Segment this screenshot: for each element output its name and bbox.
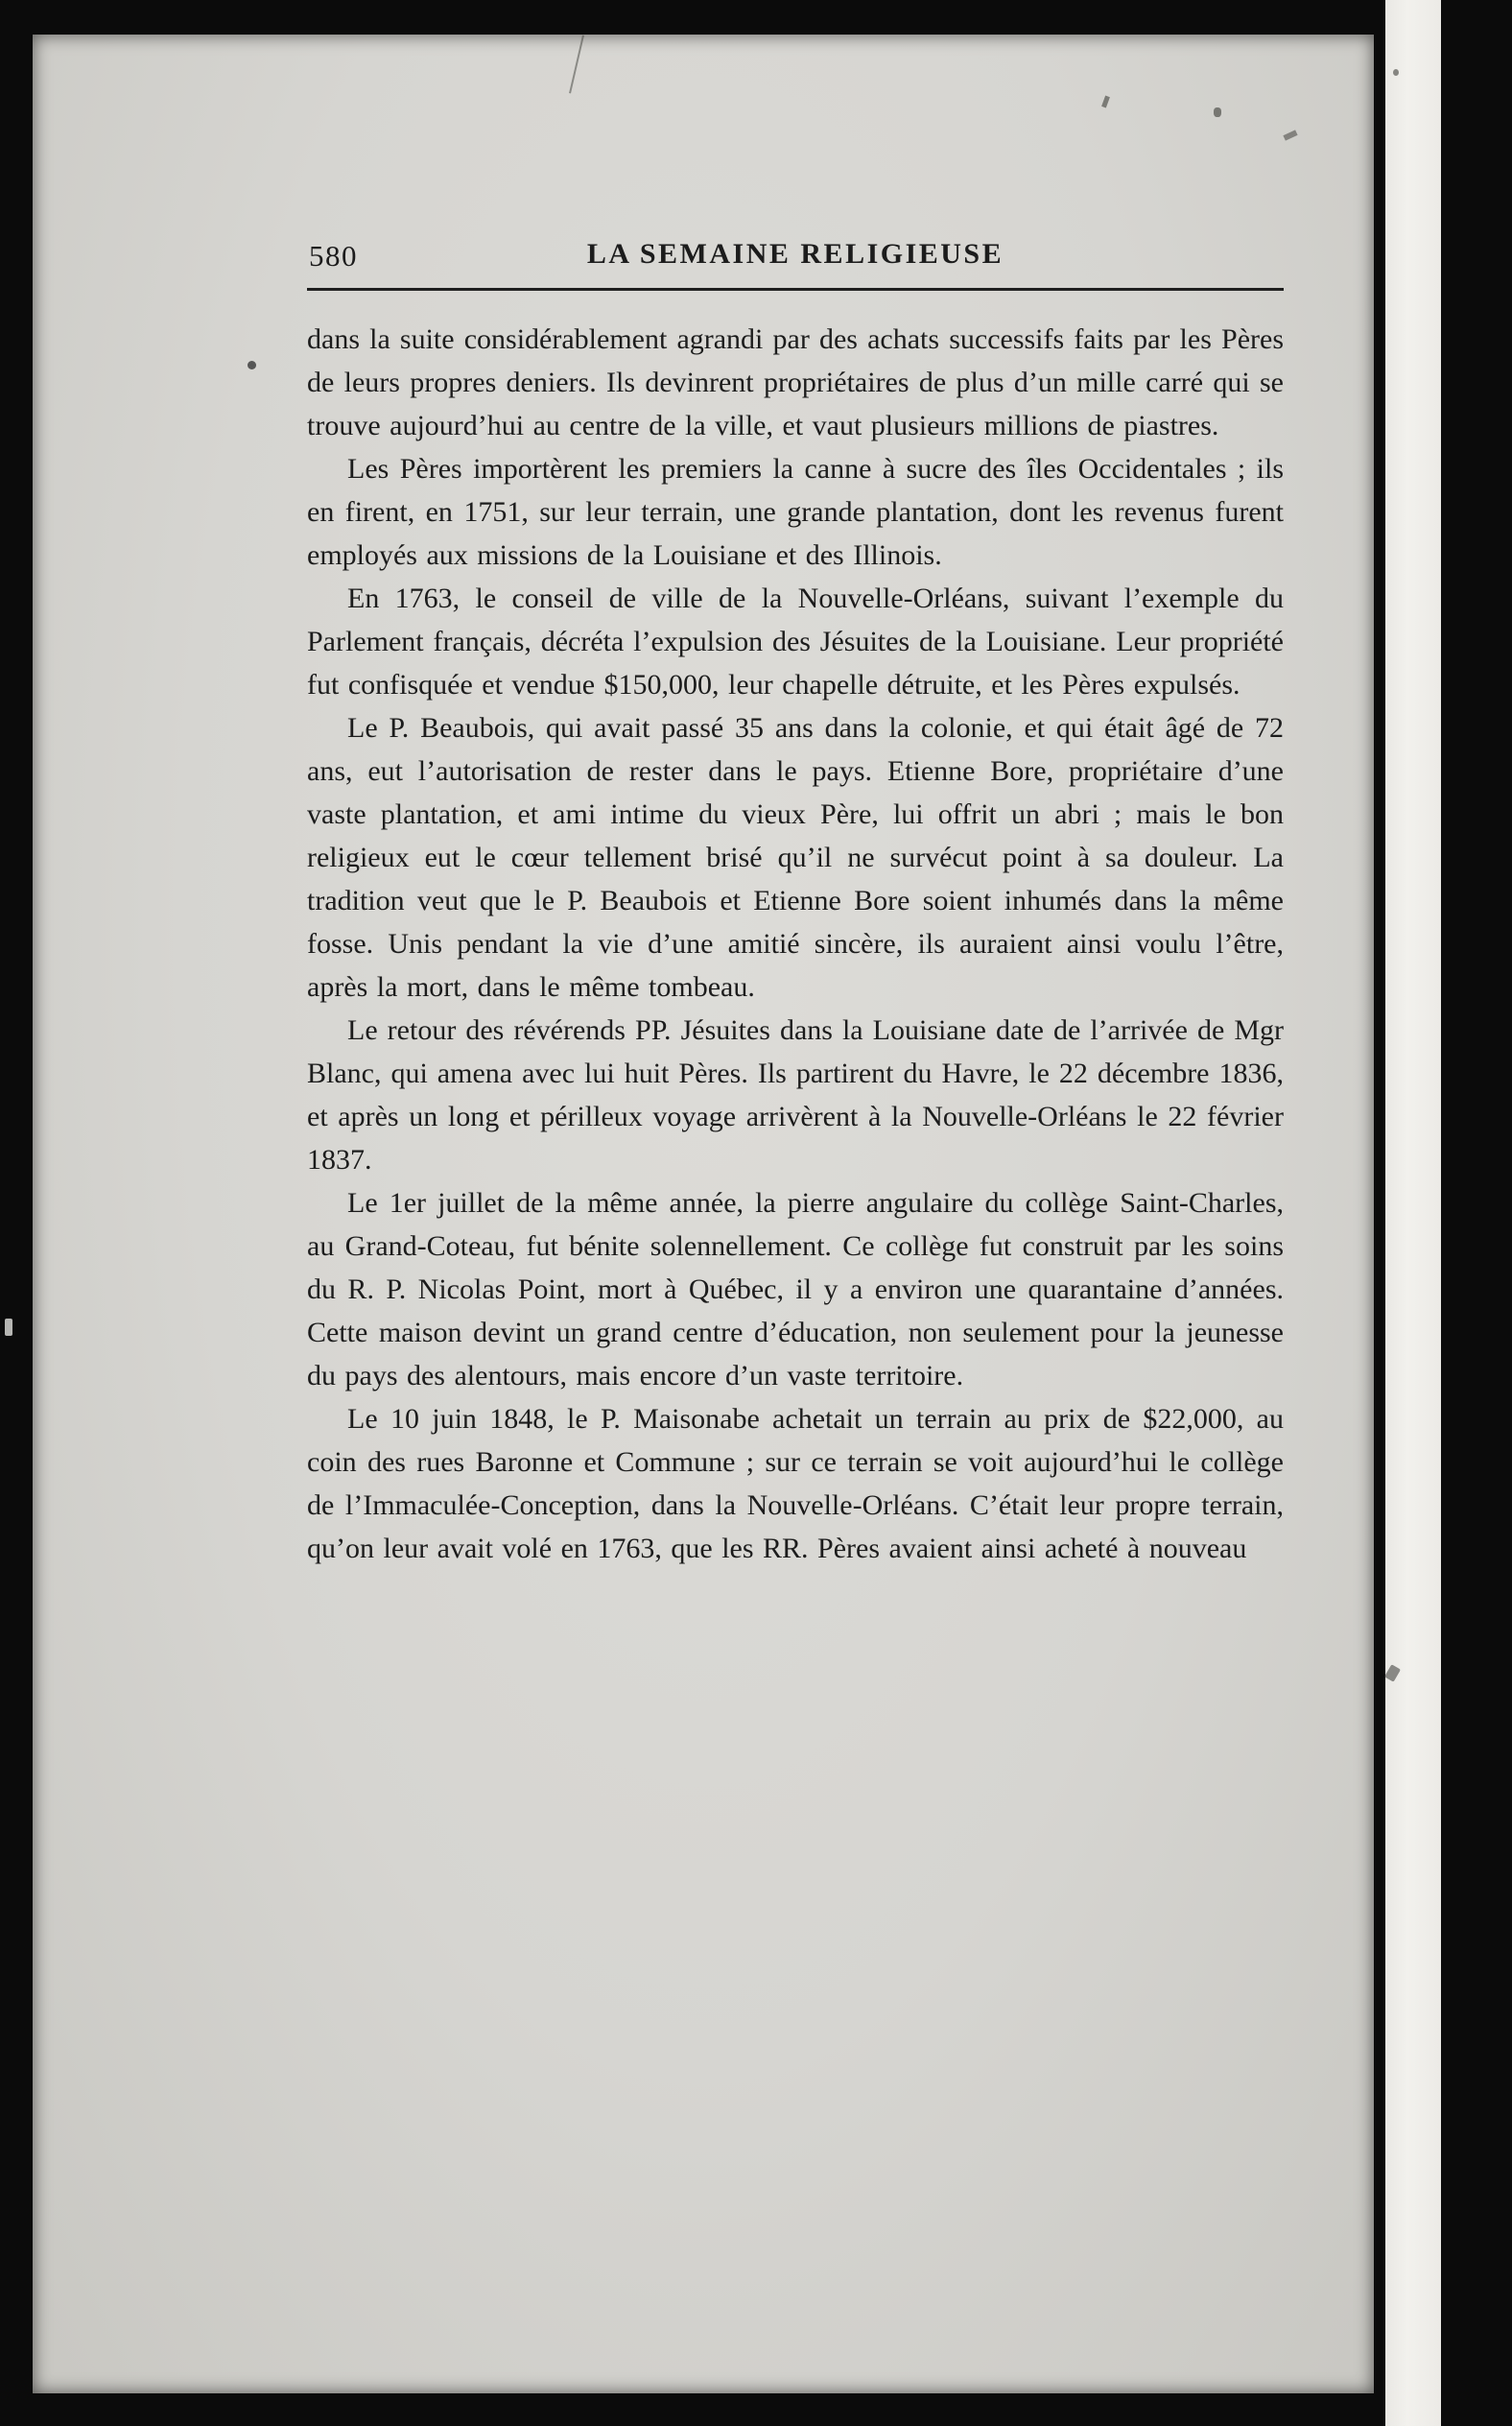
paragraph: Le retour des révérends PP. Jésuites dans la Louisiane date de l’arrivée de Mgr Blanc, qui amena avec lui huit Pères. Ils partirent du Havre, le 22 décembre 1836, et après un long et périlleux voyage arrivèrent à la Nouvelle-Orléans le 22 février 1837. xyxy=(307,1014,1284,1176)
paragraph: Le 10 juin 1848, le P. Maisonabe achetait un terrain au prix de $22,000, au coin des rues Baronne et Commune ; sur ce terrain se voit aujourd’hui le collège de l’Immaculée-Conception, dans la Nouvelle-Orléans. C’était leur propre terrain, qu’on leur avait volé en 1763, que les RR. Pères avaient ainsi acheté à nouveau xyxy=(307,1403,1284,1564)
scan-artifact xyxy=(1393,69,1399,76)
scan-artifact xyxy=(1214,107,1221,117)
paragraph: Les Pères importèrent les premiers la canne à sucre des îles Occidentales ; ils en firent, en 1751, sur leur terrain, une grande plantation, dont les revenus furent employés aux missions de la Louisiane et des Illinois. xyxy=(307,453,1284,571)
body-text xyxy=(307,291,1284,1570)
scan-artifact xyxy=(248,361,256,369)
film-edge-strip xyxy=(1385,0,1441,2426)
journal-title: LA SEMAINE RELIGIEUSE xyxy=(586,238,1004,270)
paragraph: dans la suite considérablement agrandi par des achats successifs faits par les Pères de leurs propres deniers. Ils devinrent propriétaires de plus d’un mille carré qui se trouve aujourd’hui au centre de la ville, et vaut plusieurs millions de piastres. xyxy=(307,323,1284,441)
scan-page xyxy=(33,35,1374,2393)
page-header xyxy=(307,232,1284,278)
paragraph: Le 1er juillet de la même année, la pierre angulaire du collège Saint-Charles, au Grand-Coteau, fut bénite solennellement. Ce collège fut construit par les soins du R. P. Nicolas Point, mort à Québec, il y a environ une quarantaine d’années. Cette maison devint un grand centre d’éducation, non seulement pour la jeunesse du pays des alentours, mais encore d’un vaste territoire. xyxy=(307,1187,1284,1391)
scan-artifact xyxy=(5,1319,12,1336)
text-block xyxy=(307,232,1284,1570)
paragraph: Le P. Beaubois, qui avait passé 35 ans dans la colonie, et qui était âgé de 72 ans, eut l’autorisation de rester dans le pays. Etienne Bore, propriétaire d’une vaste plantation, et ami intime du vieux Père, lui offrit un abri ; mais le bon religieux eut le cœur tellement brisé qu’il ne survécut point à sa douleur. La tradition veut que le P. Beaubois et Etienne Bore soient inhumés dans la même fosse. Unis pendant la vie d’une amitié sincère, ils auraient ainsi voulu l’être, après la mort, dans le même tombeau. xyxy=(307,712,1284,1003)
page-number: 580 xyxy=(309,239,358,273)
paragraph: En 1763, le conseil de ville de la Nouvelle-Orléans, suivant l’exemple du Parlement français, décréta l’expulsion des Jésuites de la Louisiane. Leur propriété fut confisquée et vendue $150,000, leur chapelle détruite, et les Pères expulsés. xyxy=(307,583,1284,701)
